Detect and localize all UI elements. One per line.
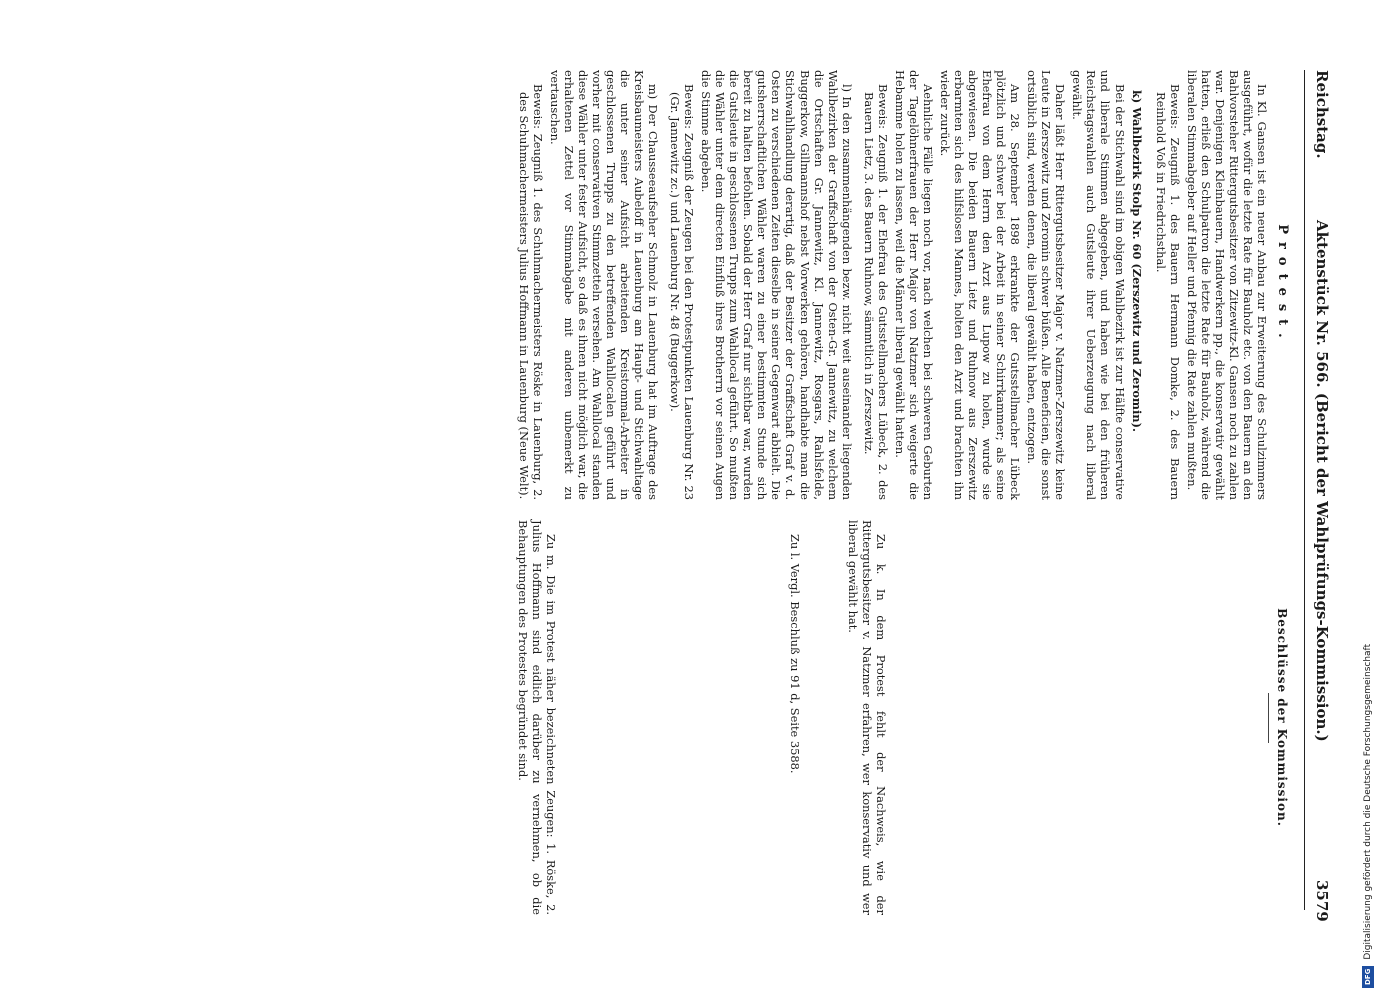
- header-left: Reichstag.: [1313, 70, 1331, 159]
- header-rule: [1304, 70, 1305, 910]
- intro-proof: Beweis: Zeugniß 1. des Bauern Hermann Domke, 2. des Bauern Reinhold Voß in Friedrichsthal.: [1153, 84, 1182, 500]
- zu-k: Zu k. In dem Protest fehlt der Nachweis, wie der Rittergutsbesitzer v. Natzmer erfahren, wer konservativ und wer liberal gewählt hat.: [845, 520, 888, 915]
- digitization-footer: [1358, 0, 1378, 1000]
- dfg-logo: DFG: [1362, 966, 1374, 988]
- page-header: [1309, 70, 1335, 922]
- k-paragraph-2: Daher läßt Herr Rittergutsbesitzer Major v. Natzmer-Zerszewitz keine Leute in Zerszewitz und Zeromin schwer büßen. Alle Beneficien, die sonst ortsüblich sind, werden denen, die liberal gewählt haben, entzogen.: [1025, 70, 1068, 500]
- left-column: [514, 70, 1293, 500]
- right-column-title: Beschlüsse der Kommission.: [1275, 608, 1289, 827]
- k-heading: k) Wahlbezirk Stolp Nr. 60 (Zerszewitz und Zeromin).: [1129, 90, 1144, 432]
- footer-text: Digitalisierung gefördert durch die Deutsche Forschungsgemeinschaft: [1363, 643, 1373, 960]
- page-number: 3579: [1313, 880, 1331, 922]
- zu-l: Zu l. Vergl. Beschluß zu 91 d, Seite 3588.: [787, 534, 802, 774]
- m-proof: Beweis: Zeugniß 1. des Schuhmachermeisters Röske in Lauenburg, 2. des Schuhmachermeisters Julius Hoffmann in Lauenburg (Neue Welt).: [516, 84, 545, 500]
- title-rule: [1268, 693, 1269, 743]
- zu-m: Zu m. Die im Protest näher bezeichneten Zeugen: 1. Röske, 2. Julius Hoffmann sind eidlich darüber zu vernehmen, ob die Behauptungen des Protestes begründet sind.: [515, 520, 558, 915]
- k-paragraph-4: Aehnliche Fälle liegen noch vor, nach welchen bei schweren Geburten der Tagelöhnerfrauen der Herr Major von Natzmer sich weigerte die Hebamme holen zu lassen, weil die Männer liberal gewählt hatten.: [892, 70, 935, 500]
- k-paragraph-1: Bei der Stichwahl sind im obigen Wahlbezirk ist zur Hälfte conservative und liberale Stimmen abgegeben, und haben wie bei den früheren Reichstagswahlen auch Gutsleute ihrer Ueberzeugung nach liberal gewählt.: [1070, 70, 1127, 500]
- k-paragraph-3: Am 28. September 1898 erkrankte der Gutsstellmacher Lübeck plötzlich und schwer bei der Arbeit in seiner Schirrkammer; als seine Ehefrau von dem Herrn den Arzt aus Lupow zu holen, wurde sie abgewiesen. Die beiden Bauern Lietz und Ruhnow aus Zerszewitz erbarmten sich des hilfslosen Mannes, holten den Arzt und brachten ihn wieder zurück.: [937, 70, 1023, 500]
- k-proof: Beweis: Zeugniß 1. der Ehefrau des Gutsstellmachers Lübeck, 2. des Bauern Lietz, 3. des Bauern Ruhnow, sämmtlich in Zerszewitz.: [861, 84, 890, 500]
- right-column: [513, 520, 1293, 915]
- section-title: Protest.: [1275, 224, 1290, 346]
- l-paragraph: l) In den zusammenhängenden bezw. nicht weit auseinander liegenden Wahlbezirken der Graffschaft von der Osten-Gr. Jannewitz, zu welchem die Ortschaften Gr. Jannewitz, Kl. Jannewitz, Rosgars, Rahlsfelde, Buggerkow, Gillmannshof nebst Vorwerken gehören, handhabte man die Stichwahlhandlung derartig, daß der Besitzer der Graffschaft Graf v. d. Osten zu verschiedenen Zeiten dieselbe in seiner Gegenwart abhielt. Die gutsherrschaftlichen Wähler waren zu einer bestimmten Stunde sich bereit zu halten befohlen. Sobald der Herr Graf nur sichtbar war, wurden die Gutsleute in geschlossenen Trupps zum Wahllocal geführt. So mußten die Wähler unter dem directen Einfluß ihres Brotherrn vor seinen Augen die Stimme abgeben.: [699, 70, 854, 500]
- l-proof: Beweis: Zeugniß der Zeugen bei den Protestpunkten Lauenburg Nr. 23 (Gr. Jannewitz zc.) und Lauenburg Nr. 48 (Buggerkow).: [668, 84, 697, 500]
- header-center: Aktenstück Nr. 566. (Bericht der Wahlprüfungs-Kommission.): [1313, 220, 1331, 742]
- intro-paragraph: In Kl. Gansen ist ein neuer Anbau zur Erweiterung des Schulzimmers ausgeführt, wofür die letzte Rate für Bauholz etc. von den Bauern an den Bahlvorsteher Rittergutsbesitzer von Zitzewitz-Kl. Gansen noch zu zahlen war. Denjenigen Kleinbauern, Handwerkern pp., die konservativ gewählt hatten, erließ den Schulpatron die letzte Rate für Bauholz, während die liberalen Stimmabgeber auf Heller und Pfennig die Rate zahlen mußten.: [1184, 70, 1269, 500]
- m-paragraph: m) Der Chausseeaufseher Schmolz in Lauenburg hat im Auftrage des Kreisbaumeisters Aubeloff in Lauenburg am Haupt- und Stichwahltage die unter seiner Aufsicht arbeitenden Kreistommal-Arbeiter in geschlossenen Trupps zu den betreffenden Wahllocalen geführt und vorher mit conservativen Stimmzetteln versehen. Am Wahllocal standen diese Wähler unter fester Aufsicht, so daß es ihnen nicht möglich war, die erhaltenen Zettel vor Stimmabgabe mit anderen unbemerkt zu vertauschen.: [547, 70, 661, 500]
